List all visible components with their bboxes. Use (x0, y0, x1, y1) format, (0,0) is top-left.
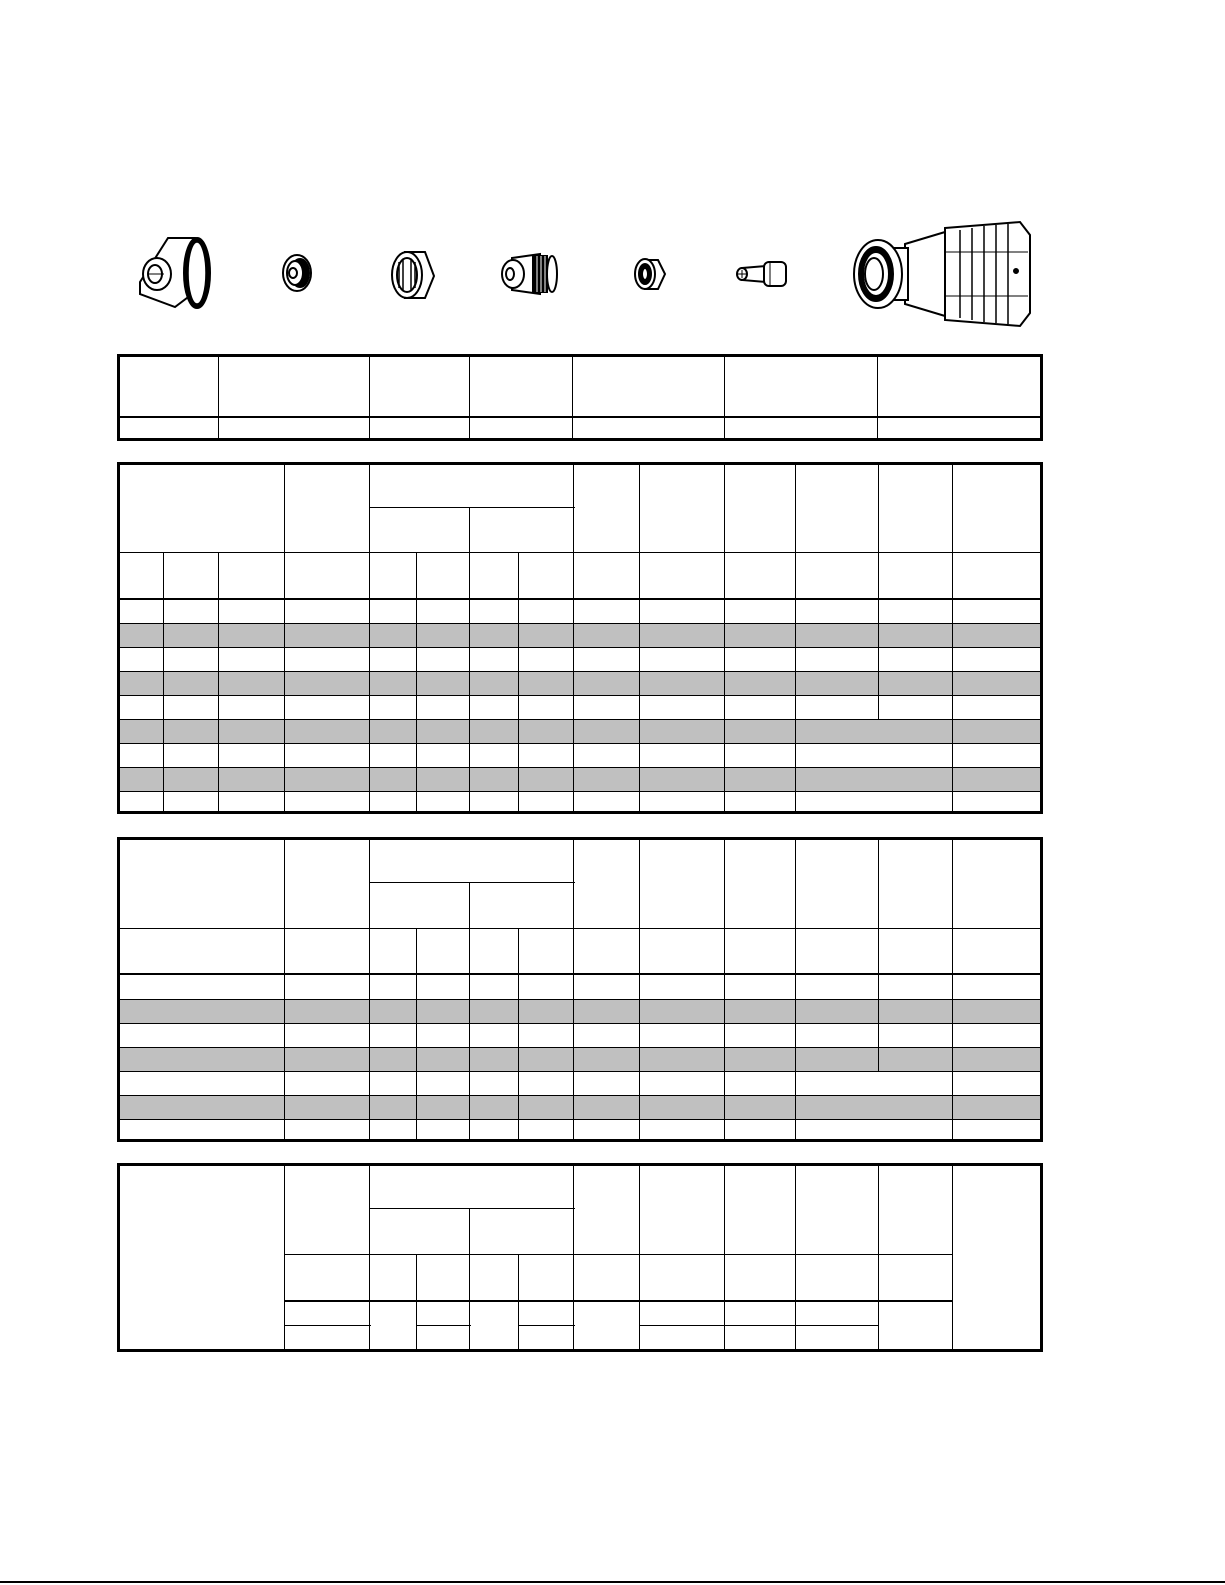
shaded-row (120, 1096, 1040, 1119)
electrode-drawing (737, 262, 786, 286)
page-footer-rule (0, 1581, 1225, 1583)
cut-chart-table-2 (117, 837, 1043, 1142)
shaded-row (120, 768, 1040, 791)
consumable-parts-illustration (0, 0, 1225, 345)
shield-drawing (140, 238, 210, 308)
swirl-ring-retaining-cap-drawing (392, 252, 434, 298)
shaded-row (120, 1000, 1040, 1023)
swirl-ring-drawing (635, 259, 665, 289)
torch-main-body-drawing (854, 222, 1030, 326)
nozzle-drawing (502, 254, 557, 294)
nozzle-retaining-cap-drawing (283, 255, 311, 291)
part-number-table (117, 354, 1043, 441)
shaded-row (120, 672, 1040, 695)
cut-chart-table-1 (117, 462, 1043, 814)
shaded-row (120, 1048, 1040, 1071)
shaded-row (120, 720, 1040, 743)
shaded-row (120, 624, 1040, 647)
cut-chart-table-3 (117, 1163, 1043, 1352)
